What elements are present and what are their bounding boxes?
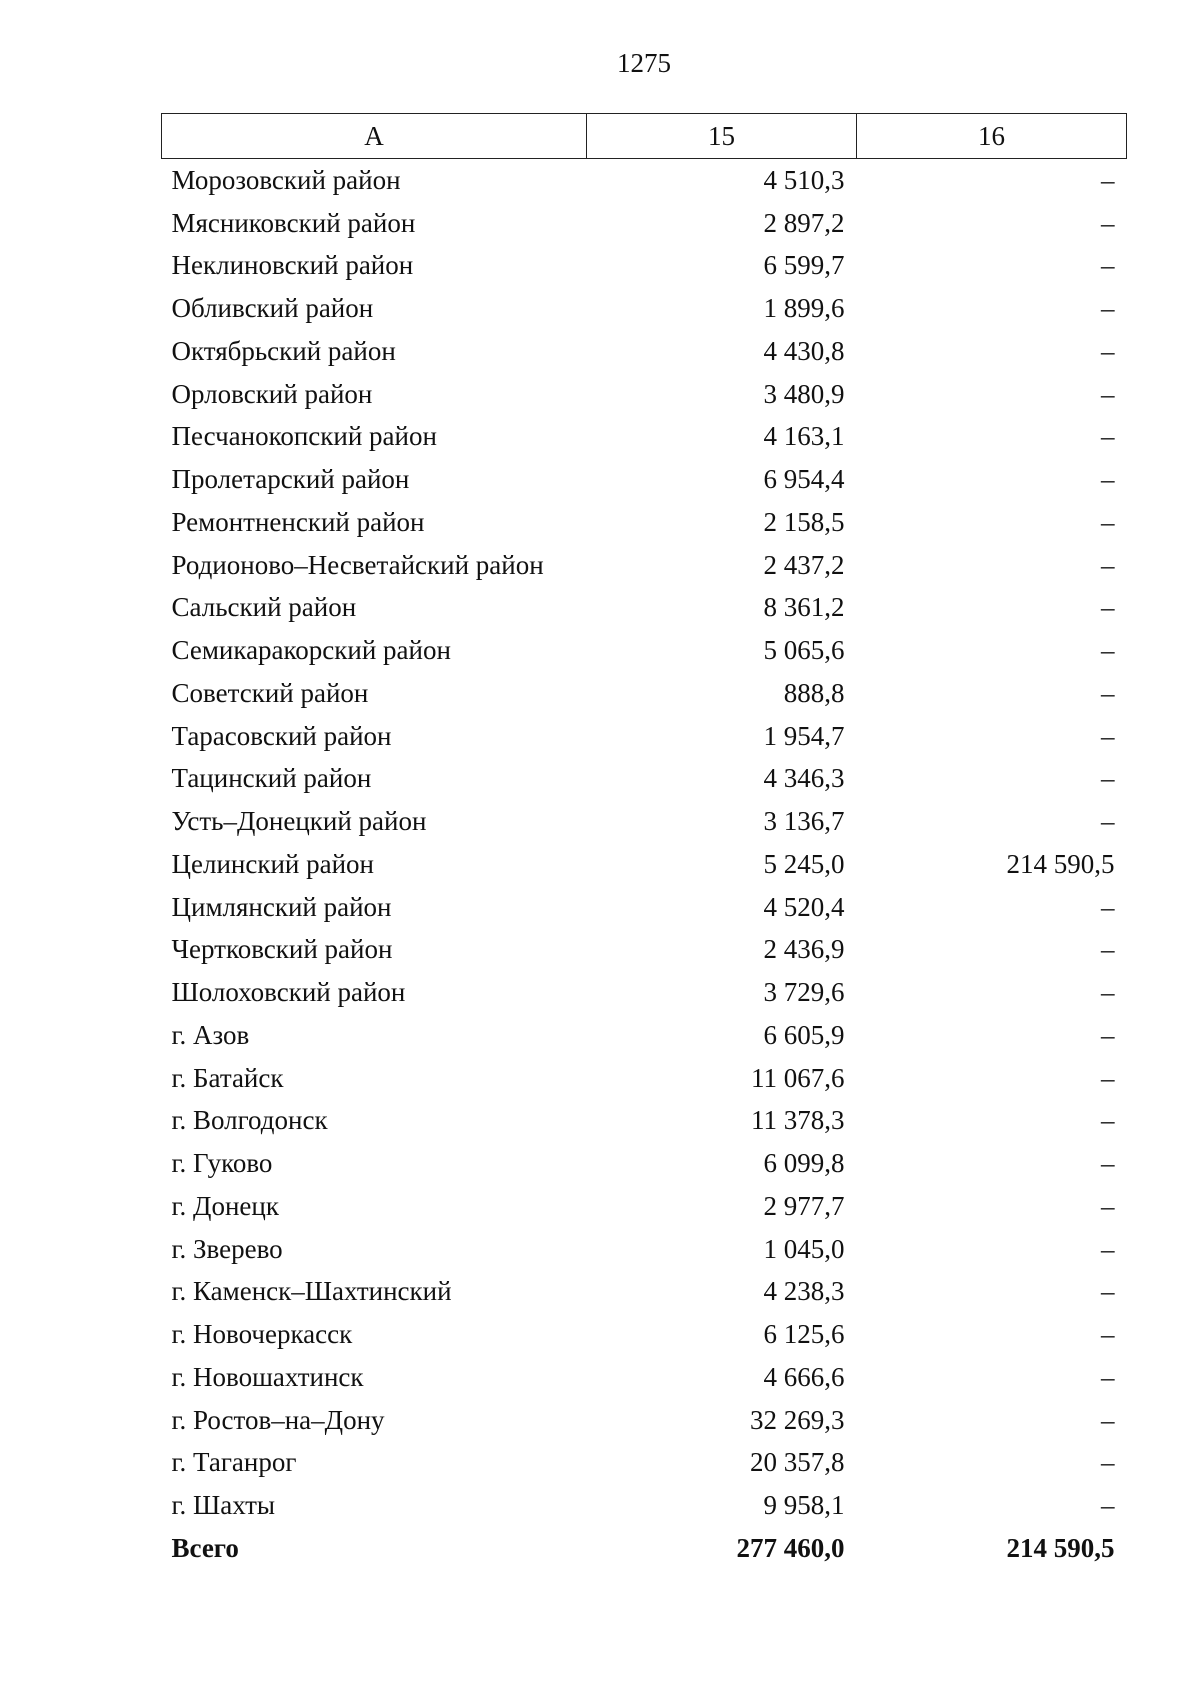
col16-value-cell: – [1101,1361,1115,1392]
row-name-cell: Орловский район [171,378,373,409]
table-header [162,114,1127,159]
col16-value-cell: – [1101,1148,1115,1179]
row-name-cell: Усть–Донецкий район [171,806,427,837]
col15-value-cell: 6 605,9 [763,1019,845,1050]
col16-value-cell: – [1101,763,1115,794]
row-name-cell: Шолоховский район [171,977,406,1008]
col15-value-cell: 3 480,9 [763,378,845,409]
table-row [162,1142,1127,1185]
row-name-cell: Морозовский район [171,164,401,195]
table-row [162,715,1127,758]
table-row [162,843,1127,886]
col16-value-cell: – [1101,378,1115,409]
col16-value-cell: – [1101,1404,1115,1435]
col16-value-cell: – [1101,635,1115,666]
table-row [162,1057,1127,1100]
col16-value-cell: – [1101,1190,1115,1221]
total-row [162,1527,1127,1570]
col16-value-cell: – [1101,506,1115,537]
row-name-cell: Октябрьский район [171,335,396,366]
table-row [162,1484,1127,1527]
col16-value-cell: – [1101,464,1115,495]
col15-value-cell: 5 245,0 [763,848,845,879]
col16-value-cell: – [1101,1233,1115,1264]
table-row [162,587,1127,630]
row-name-cell: Песчанокопский район [171,421,437,452]
col16-value-cell: – [1101,293,1115,324]
col15-value-cell: 2 436,9 [763,934,845,965]
table-row [162,330,1127,373]
table-row [162,159,1127,202]
col15-value-cell: 6 125,6 [763,1319,845,1350]
col15-value-cell: 4 520,4 [763,891,845,922]
table-row [162,1442,1127,1485]
col15-value-cell: 3 729,6 [763,977,845,1008]
col15-value-cell: 4 430,8 [763,335,845,366]
col16-value-cell: – [1101,1319,1115,1350]
col16-value-cell: – [1101,677,1115,708]
col16-value-cell: – [1101,1062,1115,1093]
table-row [162,501,1127,544]
row-name-cell: Родионово–Несветайский район [171,549,544,580]
col15-value-cell: 4 346,3 [763,763,845,794]
table-row [162,544,1127,587]
table-row [162,287,1127,330]
header-cell-col16: 16 [857,114,1127,159]
col16-value-cell: – [1101,1105,1115,1136]
col15-value-cell: 11 067,6 [751,1062,845,1093]
table-row [162,1100,1127,1143]
row-name-cell: Неклиновский район [171,250,414,281]
row-name-cell: Целинский район [171,848,374,879]
table-row [162,929,1127,972]
row-name-cell: г. Шахты [171,1490,276,1521]
row-name-cell: г. Каменск–Шахтинский [171,1276,452,1307]
row-name-cell: г. Зверево [171,1233,283,1264]
col15-value-cell: 2 897,2 [763,207,845,238]
col15-value-cell: 9 958,1 [763,1490,845,1521]
col16-value-cell: – [1101,720,1115,751]
table-row [162,1014,1127,1057]
table-row [162,1356,1127,1399]
row-name-cell: Сальский район [171,592,357,623]
col15-value-cell: 888,8 [783,677,845,708]
row-name-cell: г. Новошахтинск [171,1361,364,1392]
row-name-cell: г. Волгодонск [171,1105,328,1136]
header-cell-col15: 15 [587,114,857,159]
page-number: 1275 [617,48,671,78]
row-name-cell: Тацинский район [171,763,372,794]
col16-value-cell: – [1101,934,1115,965]
col15-value-cell: 2 158,5 [763,506,845,537]
row-name-cell: Пролетарский район [171,464,410,495]
table-row [162,458,1127,501]
col16-value-cell: – [1101,806,1115,837]
row-name-cell: Ремонтненский район [171,506,425,537]
col15-value-cell: 5 065,6 [763,635,845,666]
row-name-cell: г. Гуково [171,1148,273,1179]
header-cell-name: А [162,114,587,159]
col15-value-cell: 6 954,4 [763,464,845,495]
header-row [162,114,1127,159]
table-row [162,1313,1127,1356]
row-name-cell: Семикаракорский район [171,635,451,666]
col15-value-cell: 32 269,3 [750,1404,845,1435]
col16-value-cell: – [1101,250,1115,281]
table-row [162,245,1127,288]
col15-value-cell: 1 045,0 [763,1233,845,1264]
col16-value-cell: – [1101,1490,1115,1521]
table-row [162,629,1127,672]
col16-value-cell: 214 590,5 [1006,848,1115,879]
row-name-cell: Всего [171,1532,239,1563]
col16-value-cell: – [1101,207,1115,238]
row-name-cell: Цимлянский район [171,891,392,922]
table-row [162,1399,1127,1442]
col15-value-cell: 4 510,3 [763,164,845,195]
col15-value-cell: 4 163,1 [763,421,845,452]
col16-value-cell: – [1101,891,1115,922]
row-name-cell: Тарасовский район [171,720,392,751]
col16-value-cell: – [1101,592,1115,623]
row-name-cell: Чертковский район [171,934,393,965]
col15-value-cell: 11 378,3 [751,1105,845,1136]
row-name-cell: Мясниковский район [171,207,416,238]
table-body [162,159,1127,1570]
col16-value-cell: – [1101,1276,1115,1307]
col16-value-cell: – [1101,549,1115,580]
col16-value-cell: – [1101,164,1115,195]
row-name-cell: г. Таганрог [171,1447,297,1478]
col16-value-cell: – [1101,1019,1115,1050]
col15-value-cell: 20 357,8 [750,1447,845,1478]
col15-value-cell: 2 437,2 [763,549,845,580]
row-name-cell: г. Донецк [171,1190,279,1221]
col15-value-cell: 4 666,6 [763,1361,845,1392]
col15-value-cell: 8 361,2 [763,592,845,623]
col15-value-cell: 1 954,7 [763,720,845,751]
table-row [162,886,1127,929]
data-table [161,113,1127,1570]
table-row [162,1185,1127,1228]
row-name-cell: Советский район [171,677,369,708]
table-row [162,202,1127,245]
table-row [162,800,1127,843]
col15-value-cell: 1 899,6 [763,293,845,324]
row-name-cell: г. Батайск [171,1062,284,1093]
col15-value-cell: 3 136,7 [763,806,845,837]
row-name-cell: г. Новочеркасск [171,1319,353,1350]
table-row [162,416,1127,459]
col16-value-cell: 214 590,5 [1006,1532,1115,1563]
table-row [162,758,1127,801]
col16-value-cell: – [1101,421,1115,452]
table-row [162,672,1127,715]
table-row [162,1271,1127,1314]
col16-value-cell: – [1101,1447,1115,1478]
col16-value-cell: – [1101,335,1115,366]
table-row [162,373,1127,416]
col15-value-cell: 4 238,3 [763,1276,845,1307]
col15-value-cell: 277 460,0 [736,1532,845,1563]
table-row [162,1228,1127,1271]
row-name-cell: г. Азов [171,1019,250,1050]
row-name-cell: г. Ростов–на–Дону [171,1404,385,1435]
row-name-cell: Обливский район [171,293,374,324]
col15-value-cell: 6 099,8 [763,1148,845,1179]
table-row [162,971,1127,1014]
col15-value-cell: 6 599,7 [763,250,845,281]
col16-value-cell: – [1101,977,1115,1008]
col15-value-cell: 2 977,7 [763,1190,845,1221]
